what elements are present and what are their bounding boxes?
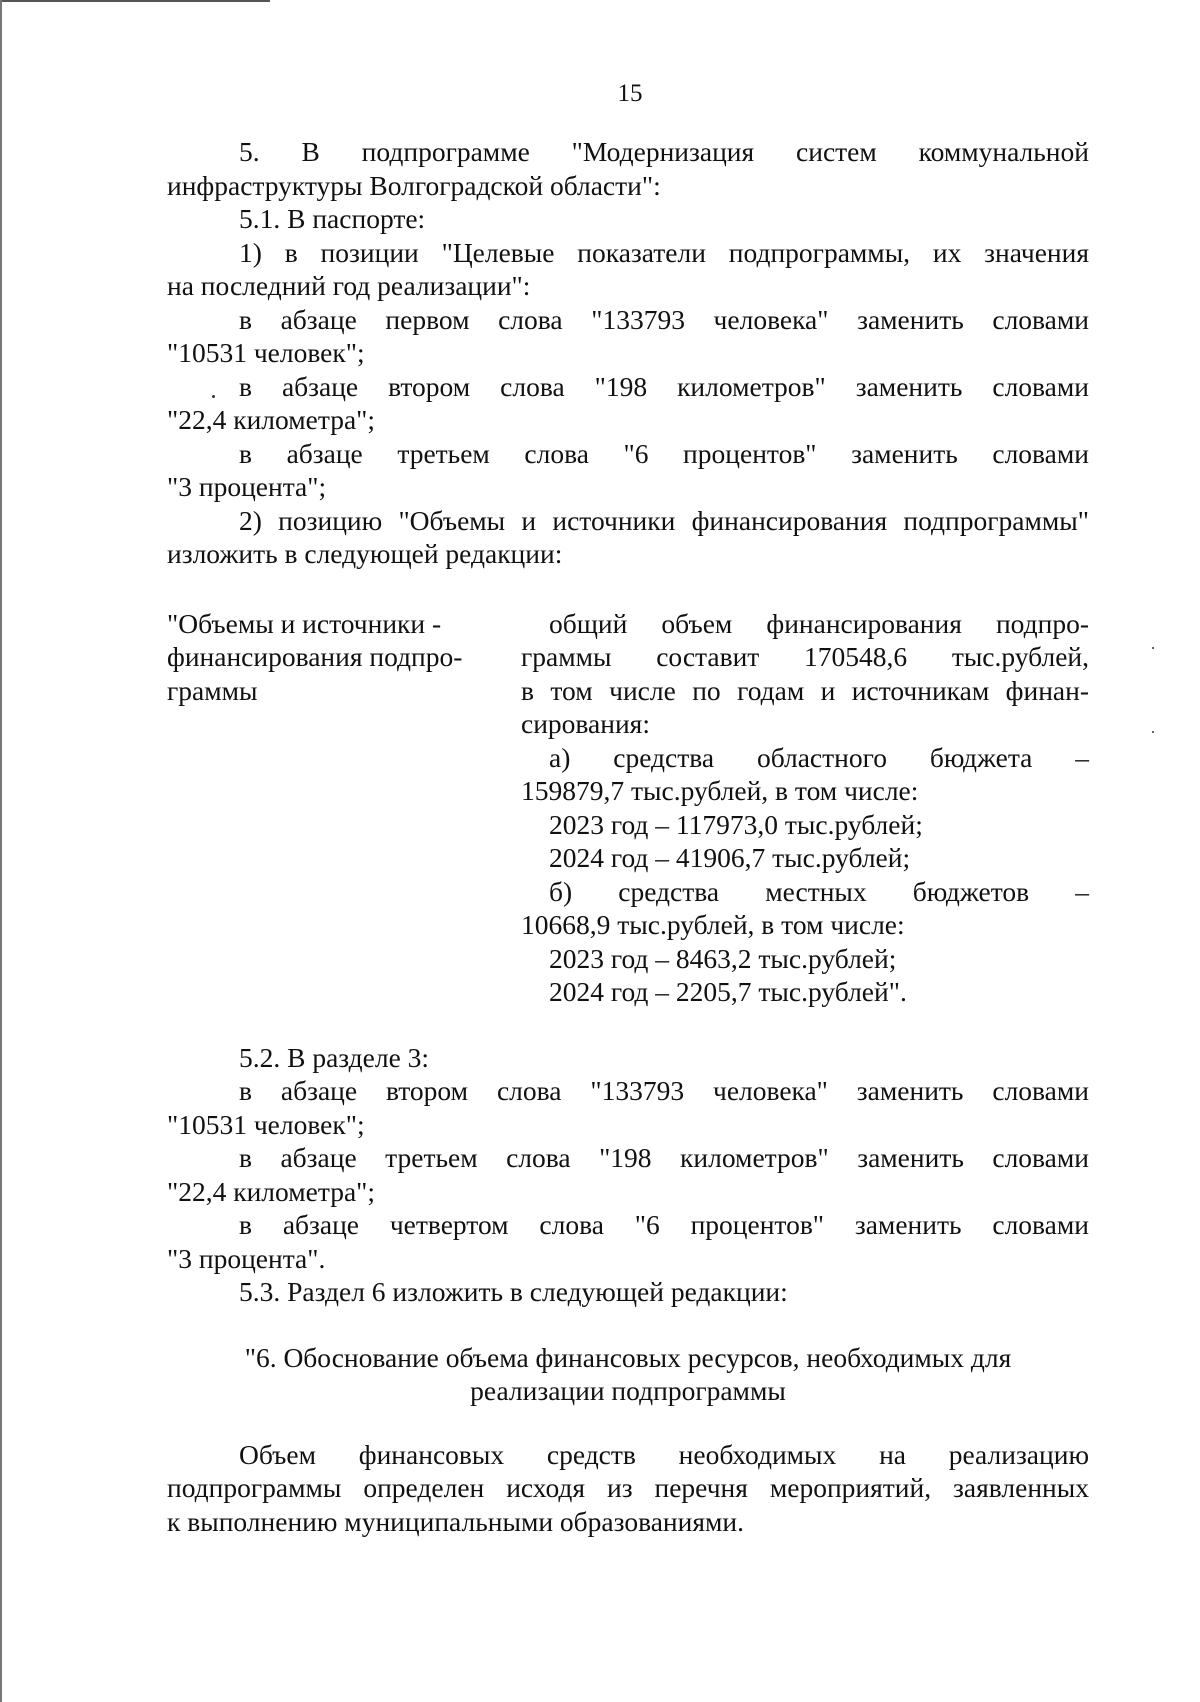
- scan-speck: [1152, 731, 1154, 733]
- section6-text-line1: Объем финансовых средств необходимых на реализацию: [239, 1438, 1089, 1470]
- regional-budget-2023: 2023 год – 117973,0 тыс.рублей;: [549, 808, 923, 840]
- passport-left-column: [167, 607, 502, 1009]
- item5-3-heading: 5.3. Раздел 6 изложить в следующей редакции:: [239, 1276, 788, 1307]
- section6-title-line2: реализации подпрограммы: [470, 1375, 786, 1406]
- spacer: [167, 1408, 1089, 1438]
- passport-right-column: [521, 607, 1089, 1009]
- spacer: [167, 1009, 1089, 1041]
- scan-edge-top: [0, 0, 270, 2]
- position1-line2: на последний год реализации":: [167, 270, 531, 301]
- local-budget-2024: 2024 год – 2205,7 тыс.рублей".: [549, 976, 907, 1007]
- scan-edge-left: [0, 0, 2, 1702]
- total-line3: в том числе по годам и источникам финан-: [521, 674, 1089, 706]
- item5-1-heading: 5.1. В паспорте:: [239, 203, 426, 234]
- section6-text-line3: к выполнению муниципальными образованиями.: [167, 1505, 744, 1537]
- regional-budget-2024: 2024 год – 41906,7 тыс.рублей;: [549, 842, 911, 873]
- passport-left-line3: граммы: [167, 674, 258, 706]
- document-body: [167, 135, 1089, 1538]
- para-b2-line1: в абзаце третьем слова "198 километров" заменить словами: [239, 1142, 1089, 1173]
- local-budget-line1: б) средства местных бюджетов –: [549, 875, 1089, 907]
- spacer: [167, 1309, 1089, 1341]
- passport-left-line2: финансирования подпро-: [167, 641, 463, 672]
- para-a3-line2: "3 процента";: [167, 471, 327, 502]
- para-a2-line2: "22,4 километра";: [167, 404, 376, 435]
- para-a1-line2: "10531 человек";: [167, 337, 365, 368]
- scan-speck: [1152, 647, 1154, 649]
- para-a1-line1: в абзаце первом слова "133793 человека" заменить словами: [239, 303, 1089, 335]
- local-budget-line2: 10668,9 тыс.рублей, в том числе:: [521, 909, 905, 940]
- item5-line2: инфраструктуры Волгоградской области":: [167, 169, 661, 201]
- passport-financing-block: [167, 607, 1089, 1009]
- passport-left-line1: "Объемы и источники -: [167, 607, 442, 639]
- regional-budget-line1: а) средства областного бюджета –: [549, 741, 1089, 773]
- item5-2-heading: 5.2. В разделе 3:: [239, 1041, 430, 1073]
- para-b1-line2: "10531 человек";: [167, 1108, 365, 1140]
- position2-line2: изложить в следующей редакции:: [167, 538, 563, 569]
- para-a3-line1: в абзаце третьем слова "6 процентов" заменить словами: [239, 437, 1089, 469]
- section6-text-line2: подпрограммы определен исходя из перечня мероприятий, заявленных: [167, 1472, 1089, 1503]
- item5-line1: 5. В подпрограмме "Модернизация систем коммунальной: [239, 136, 1089, 167]
- section6-title-line1: "6. Обоснование объема финансовых ресурсов, необходимых для: [244, 1341, 1012, 1373]
- page-number: 15: [617, 80, 643, 107]
- position1-line1: 1) в позиции "Целевые показатели подпрограммы, их значения: [239, 236, 1089, 268]
- para-b3-line2: "3 процента".: [167, 1242, 326, 1274]
- para-b1-line1: в абзаце втором слова "133793 человека" заменить словами: [239, 1075, 1089, 1106]
- regional-budget-line2: 159879,7 тыс.рублей, в том числе:: [521, 775, 919, 806]
- para-b2-line2: "22,4 километра";: [167, 1175, 376, 1207]
- para-a2-line1: в абзаце втором слова "198 километров" заменить словами: [239, 370, 1089, 402]
- total-line4: сирования:: [521, 708, 650, 739]
- total-line1: общий объем финансирования подпро-: [549, 607, 1089, 639]
- position2-line1: 2) позицию "Объемы и источники финансирования подпрограммы": [239, 504, 1089, 536]
- total-line2: граммы составит 170548,6 тыс.рублей,: [521, 641, 1089, 672]
- local-budget-2023: 2023 год – 8463,2 тыс.рублей;: [549, 942, 897, 974]
- para-b3-line1: в абзаце четвертом слова "6 процентов" заменить словами: [239, 1209, 1089, 1240]
